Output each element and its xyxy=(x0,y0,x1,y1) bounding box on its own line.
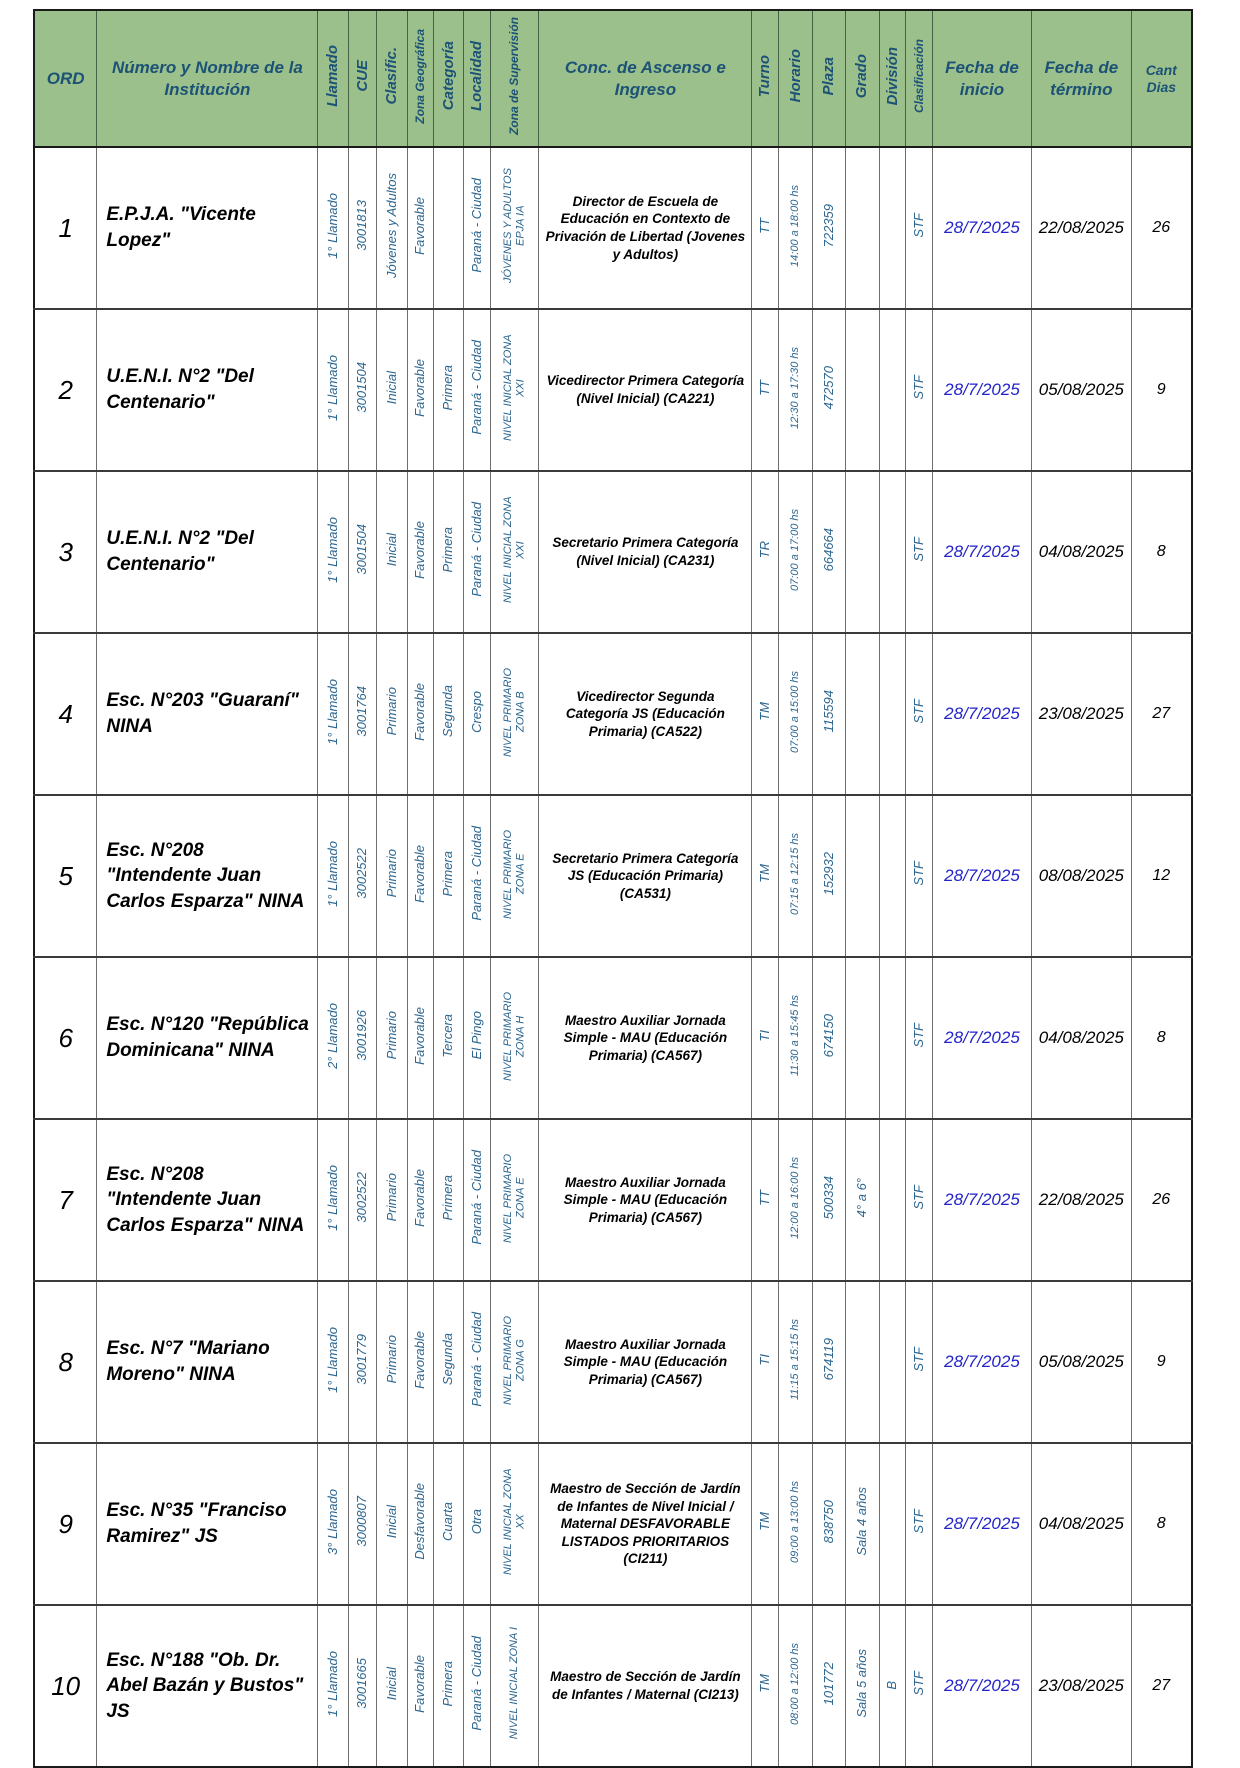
cell-zona-geografica: Favorable xyxy=(407,957,433,1119)
cell-zona-geografica: Favorable xyxy=(407,1605,433,1767)
cell-institution-name: Esc. N°120 "República Dominicana" NINA xyxy=(97,957,318,1119)
table-row xyxy=(34,1443,1192,1605)
cell-llamado: 1° Llamado xyxy=(318,1605,348,1767)
table-row xyxy=(34,1605,1192,1767)
cell-fecha-inicio: 28/7/2025 xyxy=(932,1443,1031,1605)
cell-ord: 1 xyxy=(34,147,97,309)
cell-fecha-termino: 04/08/2025 xyxy=(1032,471,1131,633)
cell-cue: 3002522 xyxy=(348,1119,376,1281)
cell-fecha-inicio: 28/7/2025 xyxy=(932,795,1031,957)
cell-ord: 7 xyxy=(34,1119,97,1281)
cell-institution-name: U.E.N.I. N°2 "Del Centenario" xyxy=(97,309,318,471)
table-row xyxy=(34,471,1192,633)
header-turno: Turno xyxy=(752,10,778,147)
cell-institution-name: Esc. N°188 "Ob. Dr. Abel Bazán y Bustos" JS xyxy=(97,1605,318,1767)
cell-fecha-inicio: 28/7/2025 xyxy=(932,1119,1031,1281)
cell-concurso: Maestro Auxiliar Jornada Simple - MAU (Educación Primaria) (CA567) xyxy=(539,1119,752,1281)
cell-cant-dias: 27 xyxy=(1131,633,1192,795)
cell-division xyxy=(880,633,906,795)
cell-division xyxy=(880,795,906,957)
cell-cue: 3001764 xyxy=(348,633,376,795)
cell-clasificacion: STF xyxy=(906,633,932,795)
cell-zona-supervision: NIVEL INICIAL ZONA XXI xyxy=(490,309,539,471)
cell-zona-supervision: NIVEL PRIMARIO ZONA B xyxy=(490,633,539,795)
cell-fecha-inicio: 28/7/2025 xyxy=(932,1281,1031,1443)
header-ord: ORD xyxy=(34,10,97,147)
cell-llamado: 1° Llamado xyxy=(318,1281,348,1443)
header-llamado: Llamado xyxy=(318,10,348,147)
cell-plaza: 115594 xyxy=(813,633,845,795)
cell-concurso: Maestro Auxiliar Jornada Simple - MAU (Educación Primaria) (CA567) xyxy=(539,1281,752,1443)
cell-categoria: Cuarta xyxy=(433,1443,463,1605)
cell-zona-geografica: Favorable xyxy=(407,633,433,795)
cell-horario: 12:30 a 17:30 hs xyxy=(778,309,812,471)
cell-zona-supervision: NIVEL INICIAL ZONA I xyxy=(490,1605,539,1767)
header-grado: Grado xyxy=(845,10,879,147)
table-row xyxy=(34,309,1192,471)
cell-plaza: 722359 xyxy=(813,147,845,309)
cell-fecha-termino: 23/08/2025 xyxy=(1032,633,1131,795)
cell-turno: TI xyxy=(752,1281,778,1443)
cell-llamado: 1° Llamado xyxy=(318,795,348,957)
table-row xyxy=(34,633,1192,795)
cell-clasific: Primario xyxy=(377,633,407,795)
cell-localidad: Crespo xyxy=(464,633,490,795)
cell-clasificacion: STF xyxy=(906,309,932,471)
cell-ord: 2 xyxy=(34,309,97,471)
cell-turno: TM xyxy=(752,1605,778,1767)
cell-categoria: Primera xyxy=(433,471,463,633)
cell-fecha-inicio: 28/7/2025 xyxy=(932,147,1031,309)
cell-grado xyxy=(845,633,879,795)
cell-zona-geografica: Favorable xyxy=(407,795,433,957)
cell-zona-geografica: Favorable xyxy=(407,471,433,633)
cell-categoria: Primera xyxy=(433,309,463,471)
header-fecha-inicio: Fecha de inicio xyxy=(932,10,1031,147)
table-row xyxy=(34,795,1192,957)
cell-fecha-inicio: 28/7/2025 xyxy=(932,309,1031,471)
cell-concurso: Vicedirector Primera Categoría (Nivel Inicial) (CA221) xyxy=(539,309,752,471)
cell-grado xyxy=(845,471,879,633)
table-row xyxy=(34,1281,1192,1443)
header-cant-dias: Cant Dias xyxy=(1131,10,1192,147)
cell-localidad: El Pingo xyxy=(464,957,490,1119)
header-plaza: Plaza xyxy=(813,10,845,147)
cell-ord: 3 xyxy=(34,471,97,633)
cell-turno: TR xyxy=(752,471,778,633)
cell-horario: 07:15 a 12:15 hs xyxy=(778,795,812,957)
cell-cue: 3001813 xyxy=(348,147,376,309)
cell-fecha-termino: 22/08/2025 xyxy=(1032,1119,1131,1281)
cell-fecha-termino: 08/08/2025 xyxy=(1032,795,1131,957)
cell-cue: 3001665 xyxy=(348,1605,376,1767)
header-zona-geografica: Zona Geográfica xyxy=(407,10,433,147)
header-horario: Horario xyxy=(778,10,812,147)
cell-concurso: Maestro Auxiliar Jornada Simple - MAU (Educación Primaria) (CA567) xyxy=(539,957,752,1119)
cell-cue: 3002522 xyxy=(348,795,376,957)
cell-plaza: 838750 xyxy=(813,1443,845,1605)
cell-zona-supervision: NIVEL PRIMARIO ZONA E xyxy=(490,795,539,957)
cell-cant-dias: 8 xyxy=(1131,1443,1192,1605)
cell-llamado: 1° Llamado xyxy=(318,471,348,633)
cell-horario: 12:00 a 16:00 hs xyxy=(778,1119,812,1281)
cell-cant-dias: 26 xyxy=(1131,147,1192,309)
cell-fecha-termino: 04/08/2025 xyxy=(1032,1443,1131,1605)
cell-categoria: Primera xyxy=(433,795,463,957)
cell-cue: 3001504 xyxy=(348,471,376,633)
cell-cant-dias: 8 xyxy=(1131,471,1192,633)
cell-division xyxy=(880,1281,906,1443)
cell-llamado: 1° Llamado xyxy=(318,309,348,471)
cell-ord: 4 xyxy=(34,633,97,795)
header-localidad: Localidad xyxy=(464,10,490,147)
header-nombre: Número y Nombre de la Institución xyxy=(97,10,318,147)
cell-concurso: Director de Escuela de Educación en Contexto de Privación de Libertad (Jovenes y Adultos) xyxy=(539,147,752,309)
cell-fecha-termino: 05/08/2025 xyxy=(1032,309,1131,471)
cell-clasificacion: STF xyxy=(906,1119,932,1281)
cell-concurso: Maestro de Sección de Jardín de Infantes / Maternal (CI213) xyxy=(539,1605,752,1767)
cell-fecha-termino: 23/08/2025 xyxy=(1032,1605,1131,1767)
cell-horario: 08:00 a 12:00 hs xyxy=(778,1605,812,1767)
cell-localidad: Paraná - Ciudad xyxy=(464,1281,490,1443)
cell-zona-geografica: Favorable xyxy=(407,1281,433,1443)
cell-clasific: Primario xyxy=(377,957,407,1119)
cell-zona-supervision: NIVEL PRIMARIO ZONA G xyxy=(490,1281,539,1443)
cell-cue: 3001779 xyxy=(348,1281,376,1443)
cell-fecha-inicio: 28/7/2025 xyxy=(932,633,1031,795)
cell-clasificacion: STF xyxy=(906,1281,932,1443)
cell-zona-geografica: Favorable xyxy=(407,147,433,309)
cell-turno: TI xyxy=(752,957,778,1119)
cell-grado: Sala 5 años xyxy=(845,1605,879,1767)
cell-horario: 09:00 a 13:00 hs xyxy=(778,1443,812,1605)
cell-zona-geografica: Favorable xyxy=(407,309,433,471)
cell-grado xyxy=(845,957,879,1119)
cell-horario: 14:00 a 18:00 hs xyxy=(778,147,812,309)
cell-plaza: 500334 xyxy=(813,1119,845,1281)
cell-clasific: Inicial xyxy=(377,471,407,633)
cell-concurso: Maestro de Sección de Jardín de Infantes de Nivel Inicial / Maternal DESFAVORABLE LISTADOS PRIORITARIOS (CI211) xyxy=(539,1443,752,1605)
cell-grado xyxy=(845,147,879,309)
cell-zona-geografica: Favorable xyxy=(407,1119,433,1281)
cell-turno: TM xyxy=(752,795,778,957)
cell-categoria: Primera xyxy=(433,1605,463,1767)
cell-clasific: Primario xyxy=(377,1281,407,1443)
cell-cant-dias: 8 xyxy=(1131,957,1192,1119)
cell-llamado: 2° Llamado xyxy=(318,957,348,1119)
cell-institution-name: Esc. N°7 "Mariano Moreno" NINA xyxy=(97,1281,318,1443)
cell-division xyxy=(880,309,906,471)
header-categoria: Categoría xyxy=(433,10,463,147)
cell-localidad: Paraná - Ciudad xyxy=(464,147,490,309)
cell-categoria: Primera xyxy=(433,1119,463,1281)
cell-institution-name: E.P.J.A. "Vicente Lopez" xyxy=(97,147,318,309)
cell-zona-supervision: JÓVENES Y ADULTOS EPJA IA xyxy=(490,147,539,309)
cell-cant-dias: 26 xyxy=(1131,1119,1192,1281)
cell-plaza: 674119 xyxy=(813,1281,845,1443)
cell-categoria xyxy=(433,147,463,309)
cell-localidad: Paraná - Ciudad xyxy=(464,309,490,471)
cell-clasificacion: STF xyxy=(906,1605,932,1767)
cell-cue: 3001926 xyxy=(348,957,376,1119)
table-row xyxy=(34,1119,1192,1281)
header-row xyxy=(34,10,1192,147)
cell-fecha-inicio: 28/7/2025 xyxy=(932,957,1031,1119)
cell-grado xyxy=(845,795,879,957)
cell-categoria: Tercera xyxy=(433,957,463,1119)
cell-turno: TT xyxy=(752,1119,778,1281)
cell-plaza: 152932 xyxy=(813,795,845,957)
cell-localidad: Paraná - Ciudad xyxy=(464,471,490,633)
cell-cue: 3000807 xyxy=(348,1443,376,1605)
cell-division: B xyxy=(880,1605,906,1767)
cell-cant-dias: 9 xyxy=(1131,1281,1192,1443)
header-cue: CUE xyxy=(348,10,376,147)
table-row xyxy=(34,957,1192,1119)
cell-localidad: Paraná - Ciudad xyxy=(464,795,490,957)
cell-plaza: 664664 xyxy=(813,471,845,633)
cell-grado xyxy=(845,1281,879,1443)
cell-llamado: 1° Llamado xyxy=(318,147,348,309)
cell-division xyxy=(880,957,906,1119)
cell-ord: 10 xyxy=(34,1605,97,1767)
cell-clasific: Inicial xyxy=(377,309,407,471)
cell-cue: 3001504 xyxy=(348,309,376,471)
cell-grado xyxy=(845,309,879,471)
cell-clasificacion: STF xyxy=(906,471,932,633)
cell-clasific: Jóvenes y Adultos xyxy=(377,147,407,309)
cell-clasific: Primario xyxy=(377,1119,407,1281)
cell-ord: 6 xyxy=(34,957,97,1119)
cell-localidad: Otra xyxy=(464,1443,490,1605)
cell-cant-dias: 27 xyxy=(1131,1605,1192,1767)
cell-fecha-termino: 05/08/2025 xyxy=(1032,1281,1131,1443)
cell-turno: TT xyxy=(752,309,778,471)
cell-fecha-inicio: 28/7/2025 xyxy=(932,1605,1031,1767)
cell-institution-name: Esc. N°208 "Intendente Juan Carlos Esparza" NINA xyxy=(97,795,318,957)
header-concurso: Conc. de Ascenso e Ingreso xyxy=(539,10,752,147)
cell-categoria: Segunda xyxy=(433,633,463,795)
cell-grado: 4° a 6° xyxy=(845,1119,879,1281)
cell-zona-geografica: Desfavorable xyxy=(407,1443,433,1605)
header-division: División xyxy=(880,10,906,147)
table-row xyxy=(34,147,1192,309)
cell-turno: TM xyxy=(752,1443,778,1605)
cell-division xyxy=(880,471,906,633)
cell-concurso: Secretario Primera Categoría (Nivel Inicial) (CA231) xyxy=(539,471,752,633)
cell-horario: 11:15 a 15:15 hs xyxy=(778,1281,812,1443)
vacancies-table xyxy=(33,9,1193,1768)
cell-plaza: 101772 xyxy=(813,1605,845,1767)
cell-horario: 07:00 a 17:00 hs xyxy=(778,471,812,633)
header-clasificacion: Clasificación xyxy=(906,10,932,147)
cell-zona-supervision: NIVEL PRIMARIO ZONA H xyxy=(490,957,539,1119)
cell-clasific: Inicial xyxy=(377,1605,407,1767)
cell-localidad: Paraná - Ciudad xyxy=(464,1119,490,1281)
cell-categoria: Segunda xyxy=(433,1281,463,1443)
cell-division xyxy=(880,147,906,309)
cell-localidad: Paraná - Ciudad xyxy=(464,1605,490,1767)
cell-ord: 5 xyxy=(34,795,97,957)
cell-plaza: 674150 xyxy=(813,957,845,1119)
cell-institution-name: U.E.N.I. N°2 "Del Centenario" xyxy=(97,471,318,633)
cell-llamado: 1° Llamado xyxy=(318,1119,348,1281)
cell-zona-supervision: NIVEL PRIMARIO ZONA E xyxy=(490,1119,539,1281)
cell-institution-name: Esc. N°203 "Guaraní" NINA xyxy=(97,633,318,795)
cell-concurso: Vicedirector Segunda Categoría JS (Educación Primaria) (CA522) xyxy=(539,633,752,795)
cell-llamado: 1° Llamado xyxy=(318,633,348,795)
cell-turno: TM xyxy=(752,633,778,795)
cell-fecha-inicio: 28/7/2025 xyxy=(932,471,1031,633)
header-clasific: Clasific. xyxy=(377,10,407,147)
cell-zona-supervision: NIVEL INICIAL ZONA XX xyxy=(490,1443,539,1605)
cell-horario: 07:00 a 15:00 hs xyxy=(778,633,812,795)
cell-fecha-termino: 04/08/2025 xyxy=(1032,957,1131,1119)
cell-cant-dias: 9 xyxy=(1131,309,1192,471)
cell-clasificacion: STF xyxy=(906,147,932,309)
cell-division xyxy=(880,1119,906,1281)
cell-ord: 9 xyxy=(34,1443,97,1605)
cell-clasificacion: STF xyxy=(906,957,932,1119)
cell-clasificacion: STF xyxy=(906,1443,932,1605)
cell-grado: Sala 4 años xyxy=(845,1443,879,1605)
cell-clasific: Inicial xyxy=(377,1443,407,1605)
cell-llamado: 3° Llamado xyxy=(318,1443,348,1605)
cell-clasificacion: STF xyxy=(906,795,932,957)
cell-institution-name: Esc. N°35 "Franciso Ramirez" JS xyxy=(97,1443,318,1605)
cell-institution-name: Esc. N°208 "Intendente Juan Carlos Esparza" NINA xyxy=(97,1119,318,1281)
header-zona-supervision: Zona de Supervisión xyxy=(490,10,539,147)
cell-plaza: 472570 xyxy=(813,309,845,471)
cell-ord: 8 xyxy=(34,1281,97,1443)
cell-division xyxy=(880,1443,906,1605)
cell-fecha-termino: 22/08/2025 xyxy=(1032,147,1131,309)
cell-turno: TT xyxy=(752,147,778,309)
cell-zona-supervision: NIVEL INICIAL ZONA XXI xyxy=(490,471,539,633)
cell-cant-dias: 12 xyxy=(1131,795,1192,957)
cell-clasific: Primario xyxy=(377,795,407,957)
cell-concurso: Secretario Primera Categoría JS (Educación Primaria) (CA531) xyxy=(539,795,752,957)
cell-horario: 11:30 a 15:45 hs xyxy=(778,957,812,1119)
header-fecha-termino: Fecha de término xyxy=(1032,10,1131,147)
